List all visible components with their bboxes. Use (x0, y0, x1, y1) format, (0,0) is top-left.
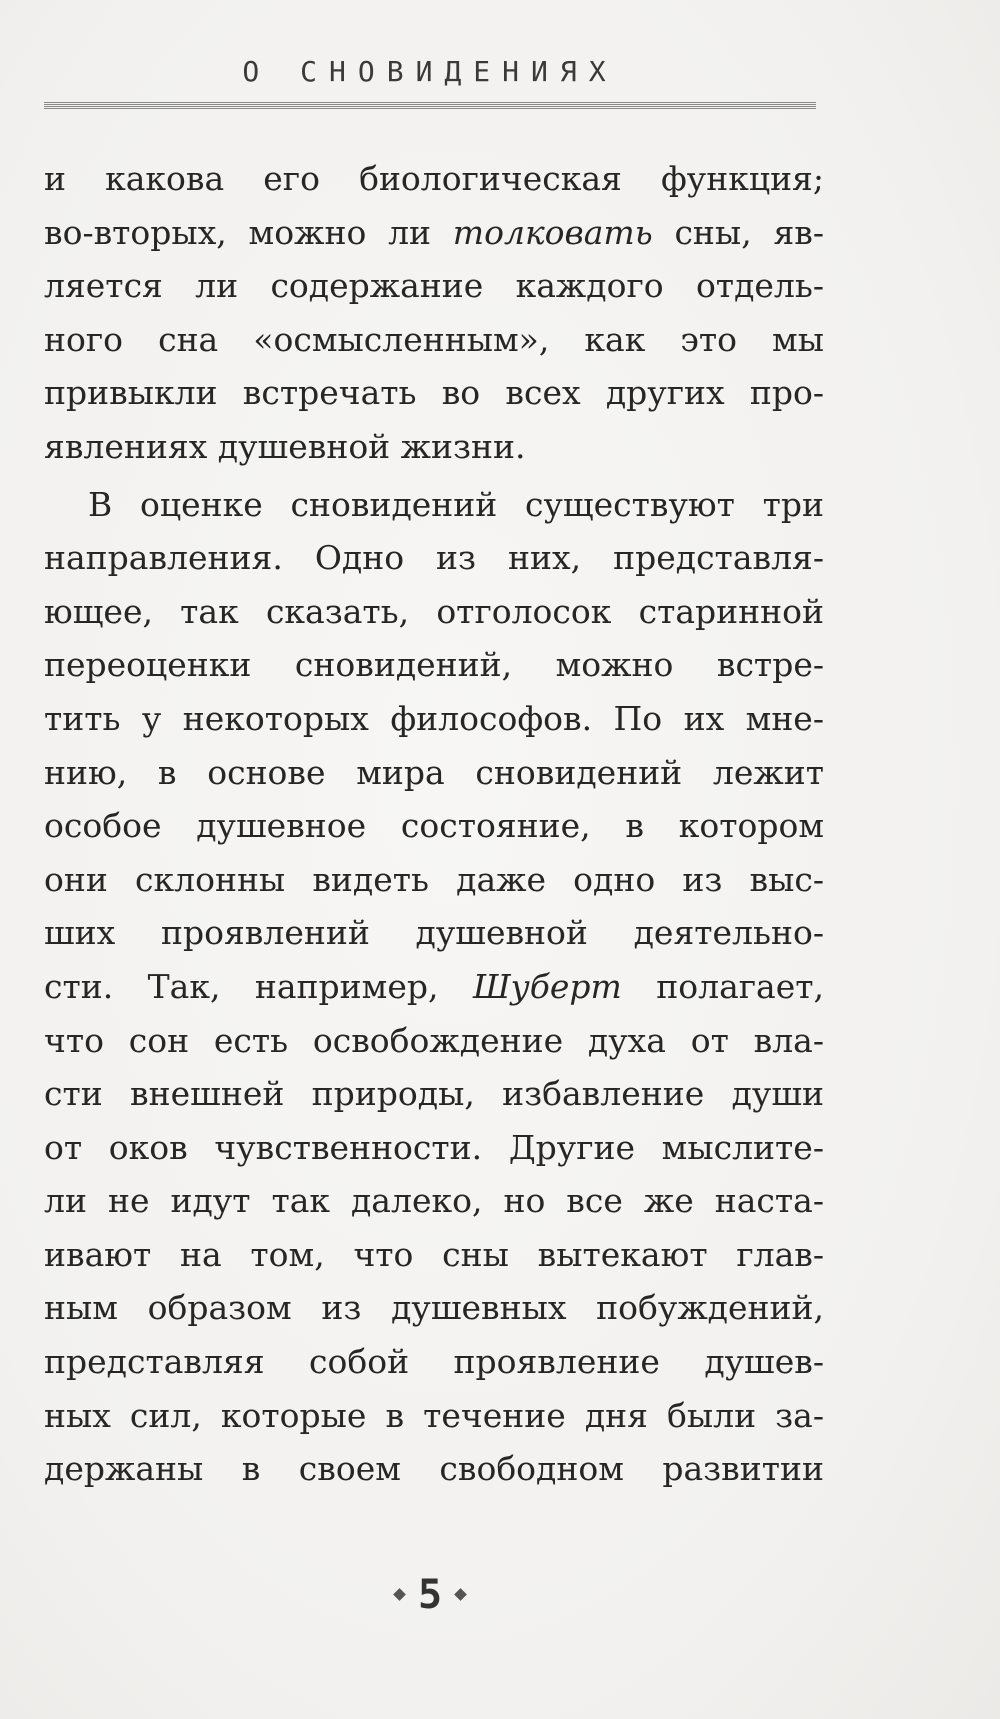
right-diamond-ornament (454, 1588, 467, 1601)
text-line (44, 206, 824, 260)
text-run: ным образом из душевных побуждений, (44, 1288, 824, 1328)
text-line (44, 1228, 824, 1282)
text-run: ивают на том, что сны вытекают глав- (44, 1234, 824, 1274)
page-number-footer (44, 1570, 816, 1620)
text-run: что сон есть освобождение духа от вла- (44, 1020, 824, 1060)
text-run: ных сил, которые в течение дня были за- (44, 1395, 824, 1435)
text-line (44, 420, 824, 474)
text-run: ли не идут так далеко, но все же наста- (44, 1181, 824, 1221)
text-run: нию, в основе мира сновидений лежит (44, 752, 824, 792)
text-run: привыкли встречать во всех других про- (44, 373, 824, 413)
text-run: полагает, (621, 966, 825, 1006)
text-run: особое душевное состояние, в котором (44, 806, 824, 846)
italic-text: толковать (452, 212, 653, 252)
text-line (44, 960, 824, 1014)
text-line (44, 366, 824, 420)
text-run: держаны в своем свободном развитии (44, 1449, 824, 1489)
text-run: явлениях душевной жизни. (44, 426, 526, 466)
text-run: тить у некоторых философов. По их мне- (44, 698, 824, 738)
body-text (44, 152, 824, 1496)
text-line (44, 906, 824, 960)
text-run: ного сна «осмысленным», как это мы (44, 319, 824, 359)
text-run: во-вторых, можно ли (44, 212, 453, 252)
header-rule (44, 102, 816, 109)
text-line (44, 585, 824, 639)
italic-text: Шуберт (472, 966, 622, 1006)
text-line (44, 478, 824, 532)
text-line (44, 1121, 824, 1175)
text-line (44, 259, 824, 313)
text-line (44, 638, 824, 692)
text-run: представляя собой проявление душев- (44, 1342, 824, 1382)
text-line (44, 853, 824, 907)
text-line (44, 746, 824, 800)
left-diamond-ornament (393, 1588, 406, 1601)
running-title: О СНОВИДЕНИЯХ (242, 55, 618, 88)
text-run: сти внешней природы, избавление души (44, 1074, 824, 1114)
text-run: В оценке сновидений существуют три (88, 484, 824, 524)
text-run: от оков чувственности. Другие мыслите- (44, 1127, 824, 1167)
paragraph-2 (44, 478, 824, 1496)
text-line (44, 1281, 824, 1335)
text-run: ших проявлений душевной деятельно- (44, 913, 824, 953)
text-line (44, 1389, 824, 1443)
text-line (44, 152, 824, 206)
text-run: переоценки сновидений, можно встре- (44, 645, 824, 685)
text-run: сти. Так, например, (44, 966, 473, 1006)
text-line (44, 313, 824, 367)
text-line (44, 1067, 824, 1121)
paragraph-1 (44, 152, 824, 474)
text-line (44, 1442, 824, 1496)
text-run: ющее, так сказать, отголосок старинной (44, 591, 824, 631)
text-line (44, 692, 824, 746)
text-line (44, 1174, 824, 1228)
page-number: 5 (417, 1572, 443, 1618)
text-line (44, 799, 824, 853)
text-line (44, 531, 824, 585)
text-run: сны, яв- (652, 212, 824, 252)
text-line (44, 1014, 824, 1068)
text-run: и какова его биологическая функция; (44, 159, 824, 198)
text-line (44, 1335, 824, 1389)
text-run: направления. Одно из них, представля- (44, 538, 824, 578)
text-run: они склонны видеть даже одно из выс- (44, 859, 824, 899)
text-run: ляется ли содержание каждого отдель- (44, 266, 824, 306)
